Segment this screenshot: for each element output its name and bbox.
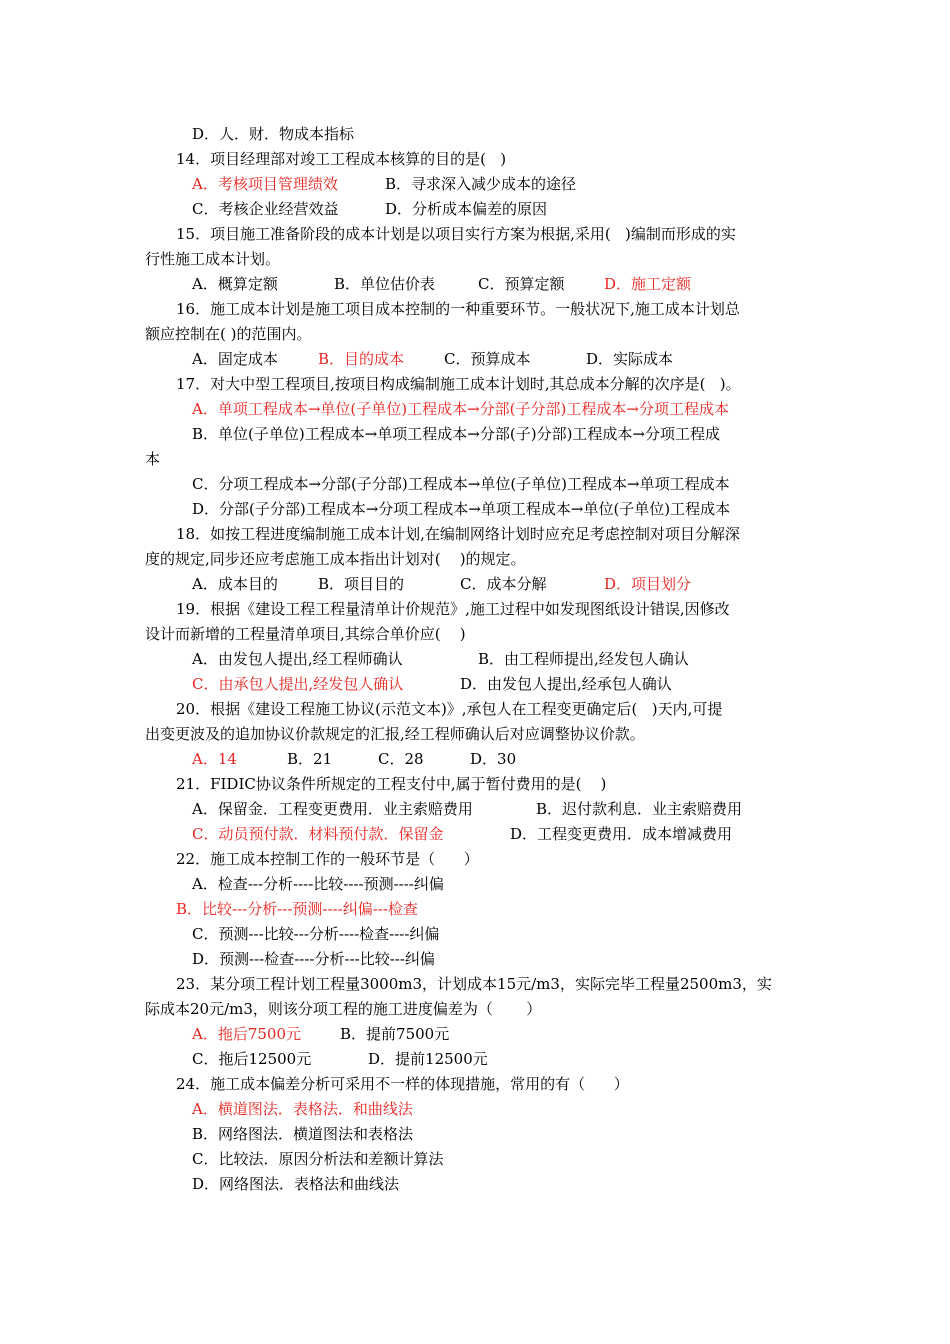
text-line: A．成本目的 — [192, 575, 278, 593]
answer-line-highlighted: A．横道图法．表格法．和曲线法 — [192, 1100, 413, 1118]
text-line: C．分项工程成本→分部(子分部)工程成本→单位(子单位)工程成本→单项工程成本 — [192, 475, 730, 493]
text-line: A．概算定额 — [192, 275, 278, 293]
text-line: A．固定成本 — [192, 350, 278, 368]
answer-line-highlighted: D．项目划分 — [604, 575, 692, 593]
text-line: D．工程变更费用．成本增减费用 — [510, 825, 733, 843]
text-line: 19．根据《建设工程工程量清单计价规范》,施工过程中如发现图纸设计错误,因修改 — [176, 600, 730, 618]
text-line: 23．某分项工程计划工程量3000m3，计划成本15元/m3，实际完毕工程量2500m3，实 — [176, 975, 772, 993]
text-line: A．保留金．工程变更费用．业主索赔费用 — [192, 800, 473, 818]
answer-line-highlighted: C．由承包人提出,经发包人确认 — [192, 675, 404, 693]
text-line: D．提前12500元 — [368, 1050, 488, 1068]
text-line: B．单位估价表 — [334, 275, 436, 293]
text-line: 际成本20元/m3，则该分项工程的施工进度偏差为（ ） — [145, 1000, 542, 1018]
text-line: 20．根据《建设工程施工协议(示范文本)》,承包人在工程变更确定后( )天内,可提 — [176, 700, 723, 718]
answer-line-highlighted: A．考核项目管理绩效 — [192, 175, 338, 193]
text-line: C．成本分解 — [460, 575, 547, 593]
text-line: C．比较法．原因分析法和差额计算法 — [192, 1150, 444, 1168]
text-line: 行性施工成本计划。 — [145, 250, 281, 268]
text-line: D．30 — [470, 750, 517, 768]
text-line: B．21 — [287, 750, 333, 768]
answer-line-highlighted: A．拖后7500元 — [192, 1025, 302, 1043]
text-line: D．实际成本 — [586, 350, 674, 368]
text-line: A．由发包人提出,经工程师确认 — [192, 650, 403, 668]
text-line: B．由工程师提出,经发包人确认 — [478, 650, 689, 668]
text-line: 15．项目施工准备阶段的成本计划是以项目实行方案为根据,采用( )编制而形成的实 — [176, 225, 736, 243]
text-line: D．预测---检查----分析---比较---纠偏 — [192, 950, 435, 968]
text-line: 设计而新增的工程量清单项目,其综合单价应( ) — [145, 625, 466, 643]
text-line: C．预测---比较---分析----检查----纠偏 — [192, 925, 440, 943]
text-line: 14．项目经理部对竣工工程成本核算的目的是( ) — [176, 150, 507, 168]
answer-line-highlighted: B．比较---分析---预测----纠偏---检查 — [176, 900, 418, 918]
text-line: A．检查---分析----比较----预测----纠偏 — [192, 875, 444, 893]
text-line: 额应控制在( )的范围内。 — [145, 325, 312, 343]
text-line: 本 — [145, 450, 161, 468]
text-line: D．人．财．物成本指标 — [192, 125, 355, 143]
text-line: 21．FIDIC协议条件所规定的工程支付中,属于暂付费用的是( ) — [176, 775, 607, 793]
answer-line-highlighted: D．施工定额 — [604, 275, 692, 293]
answer-line-highlighted: B．目的成本 — [318, 350, 405, 368]
text-line: B．寻求深入减少成本的途径 — [385, 175, 577, 193]
text-line: 22．施工成本控制工作的一般环节是（ ） — [176, 850, 479, 868]
text-line: B．迟付款利息．业主索赔费用 — [536, 800, 743, 818]
text-line: C．28 — [378, 750, 424, 768]
text-line: B．网络图法．横道图法和表格法 — [192, 1125, 414, 1143]
text-line: 17．对大中型工程项目,按项目构成编制施工成本计划时,其总成本分解的次序是( )。 — [176, 375, 741, 393]
text-line: B．提前7500元 — [340, 1025, 450, 1043]
answer-line-highlighted: C．动员预付款．材料预付款．保留金 — [192, 825, 444, 843]
text-line: 度的规定,同步还应考虑施工成本指出计划对( )的规定。 — [145, 550, 526, 568]
text-line: 出变更波及的追加协议价款规定的汇报,经工程师确认后对应调整协议价款。 — [145, 725, 645, 743]
text-line: 16．施工成本计划是施工项目成本控制的一种重要环节。一般状况下,施工成本计划总 — [176, 300, 740, 318]
text-line: D．分析成本偏差的原因 — [385, 200, 548, 218]
text-line: 24．施工成本偏差分析可采用不一样的体现措施，常用的有（ ） — [176, 1075, 629, 1093]
text-line: C．预算成本 — [444, 350, 531, 368]
text-line: B．单位(子单位)工程成本→单项工程成本→分部(子)分部)工程成本→分项工程成 — [192, 425, 720, 443]
text-line: 18．如按工程进度编制施工成本计划,在编制网络计划时应充足考虑控制对项目分解深 — [176, 525, 740, 543]
text-line: D．分部(子分部)工程成本→分项工程成本→单项工程成本→单位(子单位)工程成本 — [192, 500, 731, 518]
text-line: C．预算定额 — [478, 275, 565, 293]
text-line: C．拖后12500元 — [192, 1050, 312, 1068]
answer-line-highlighted: A．单项工程成本→单位(子单位)工程成本→分部(子分部)工程成本→分项工程成本 — [192, 400, 729, 418]
text-line: B．项目目的 — [318, 575, 405, 593]
answer-line-highlighted: A．14 — [192, 750, 237, 768]
text-line: C．考核企业经营效益 — [192, 200, 339, 218]
text-line: D．网络图法．表格法和曲线法 — [192, 1175, 400, 1193]
text-line: D．由发包人提出,经承包人确认 — [460, 675, 672, 693]
